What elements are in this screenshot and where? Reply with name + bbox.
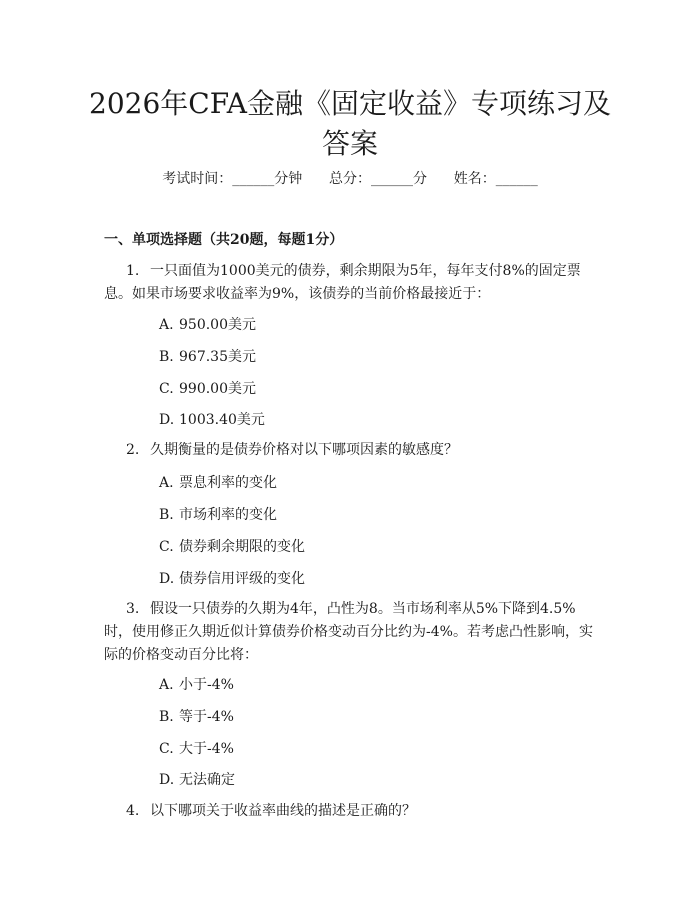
- option-2d: [159, 568, 305, 588]
- question-4: [104, 800, 596, 823]
- option-2c: [159, 536, 305, 556]
- name-label: 姓名：: [453, 171, 496, 187]
- question-text: 一只面值为1000美元的债券，剩余期限为5年，每年支付8%的固定票息。如果市场要求收益率为9%，该债券的当前价格最接近于：: [104, 263, 581, 302]
- option-text: 等于-4%: [179, 709, 234, 725]
- option-letter: B.: [159, 349, 174, 365]
- option-letter: C.: [159, 539, 174, 555]
- option-text: 市场利率的变化: [179, 507, 277, 523]
- option-1c: [159, 378, 256, 398]
- time-unit: 分钟: [274, 171, 303, 187]
- option-3a: [159, 674, 234, 694]
- score-unit: 分: [413, 171, 427, 187]
- option-text: 小于-4%: [179, 677, 234, 693]
- option-letter: B.: [159, 709, 174, 725]
- option-text: 债券剩余期限的变化: [179, 539, 305, 555]
- option-text: 大于-4%: [179, 741, 234, 757]
- option-letter: D.: [159, 412, 175, 428]
- question-text: 假设一只债券的久期为4年，凸性为8。当市场利率从5%下降到4.5%时，使用修正久期近似计算债券价格变动百分比约为-4%。若考虑凸性影响，实际的价格变动百分比将：: [104, 601, 593, 663]
- option-text: 票息利率的变化: [179, 475, 277, 491]
- score-label: 总分：: [329, 171, 371, 187]
- option-letter: D.: [159, 772, 175, 788]
- question-number: 1.: [126, 263, 140, 279]
- option-1b: [159, 346, 256, 366]
- option-letter: A.: [159, 677, 174, 693]
- question-number: 2.: [126, 442, 140, 458]
- option-2b: [159, 504, 277, 524]
- section-heading: 一、单项选择题（共20题，每题1分）: [104, 232, 344, 248]
- option-letter: C.: [159, 381, 174, 397]
- time-blank: ______: [232, 171, 275, 187]
- option-text: 967.35美元: [179, 349, 256, 365]
- option-text: 无法确定: [179, 772, 235, 788]
- option-text: 债券信用评级的变化: [179, 571, 305, 587]
- option-3b: [159, 706, 234, 726]
- option-text: 990.00美元: [179, 381, 256, 397]
- option-text: 950.00美元: [179, 317, 256, 333]
- exam-info-line: [0, 168, 700, 188]
- option-text: 1003.40美元: [179, 412, 265, 428]
- question-text: 久期衡量的是债券价格对以下哪项因素的敏感度？: [150, 442, 458, 458]
- question-2: [104, 439, 596, 462]
- question-number: 4.: [126, 803, 140, 819]
- option-1a: [159, 314, 256, 334]
- option-3d: [159, 769, 235, 789]
- option-3c: [159, 738, 234, 758]
- option-letter: B.: [159, 507, 174, 523]
- option-letter: A.: [159, 317, 174, 333]
- question-1: [104, 260, 596, 306]
- question-text: 以下哪项关于收益率曲线的描述是正确的？: [150, 803, 416, 819]
- option-2a: [159, 472, 277, 492]
- question-3: [104, 598, 596, 667]
- score-blank: ______: [371, 171, 413, 187]
- time-label: 考试时间：: [162, 171, 233, 187]
- option-letter: A.: [159, 475, 174, 491]
- option-letter: C.: [159, 741, 174, 757]
- document-title: 2026年CFA金融《固定收益》专项练习及答案: [89, 87, 611, 160]
- question-number: 3.: [126, 601, 140, 617]
- option-letter: D.: [159, 571, 175, 587]
- name-blank: ______: [495, 171, 538, 187]
- option-1d: [159, 409, 265, 429]
